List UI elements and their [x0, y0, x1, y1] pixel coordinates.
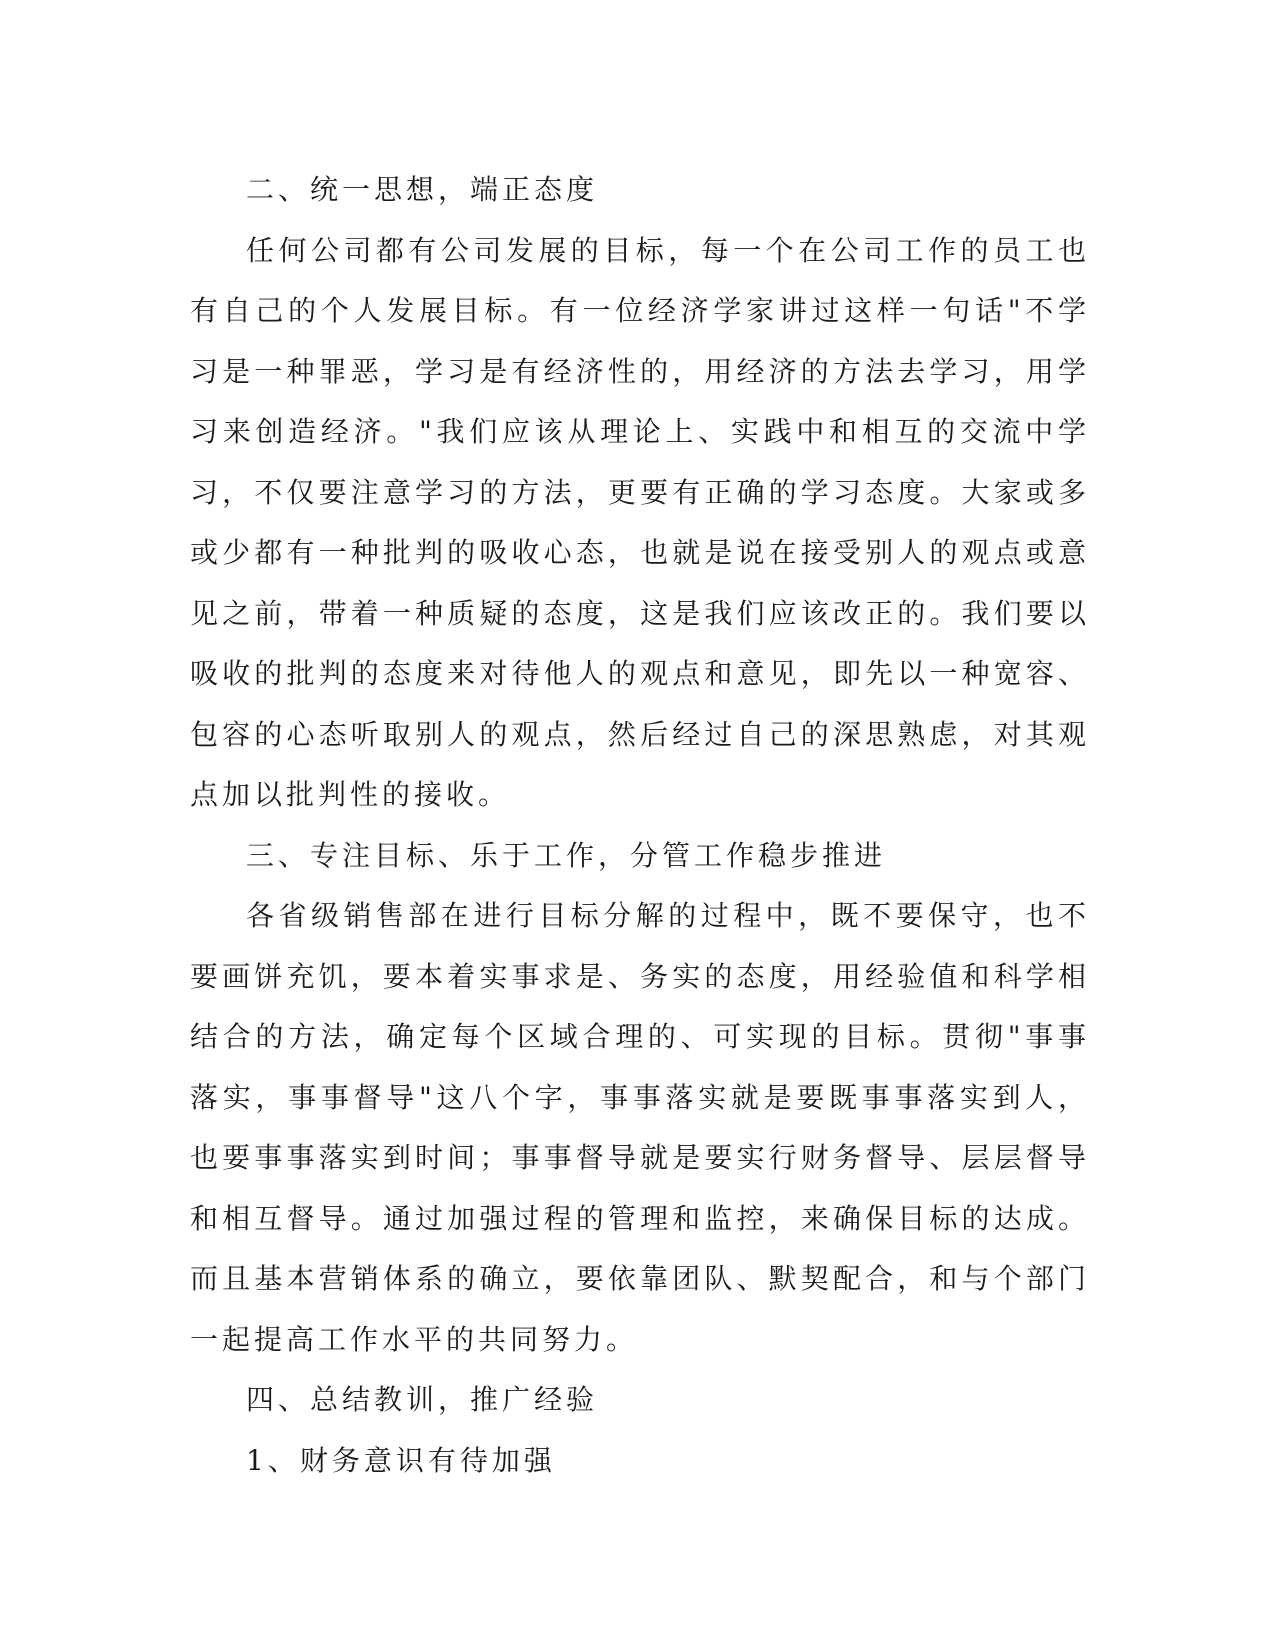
section-heading-4: 四、总结教训，推广经验	[246, 1383, 599, 1416]
section-heading-2: 二、统一思想，端正态度	[246, 173, 599, 206]
paragraph-attitude: 任何公司都有公司发展的目标，每一个在公司工作的员工也有自己的个人发展目标。有一位经济学家讲过这样一句话"不学习是一种罪恶，学习是有经济性的，用经济的方法去学习，用学习来创造经济。"我们应该从理论上、实践中和相互的交流中学习，不仅要注意学习的方法，更要有正确的学习态度。大家或多或少都有一种批判的吸收心态，也就是说在接受别人的观点或意见之前，带着一种质疑的态度，这是我们应该改正的。我们要以吸收的批判的态度来对待他人的观点和意见，即先以一种宽容、包容的心态听取别人的观点，然后经过自己的深思熟虑，对其观点加以批判性的接收。	[190, 233, 1090, 811]
subheading-finance: 1、财务意识有待加强	[246, 1443, 556, 1477]
paragraph-targets: 各省级销售部在进行目标分解的过程中，既不要保守，也不要画饼充饥，要本着实事求是、务实的态度，用经验值和科学相结合的方法，确定每个区域合理的、可实现的目标。贯彻"事事落实，事事督导"这八个字，事事落实就是要既事事落实到人，也要事事落实到时间；事事督导就是要实行财务督导、层层督导和相互督导。通过加强过程的管理和监控，来确保目标的达成。而且基本营销体系的确立，要依靠团队、默契配合，和与个部门一起提高工作水平的共同努力。	[190, 899, 1090, 1356]
section-heading-3: 三、专注目标、乐于工作，分管工作稳步推进	[246, 838, 887, 872]
document-body	[190, 160, 1090, 1491]
